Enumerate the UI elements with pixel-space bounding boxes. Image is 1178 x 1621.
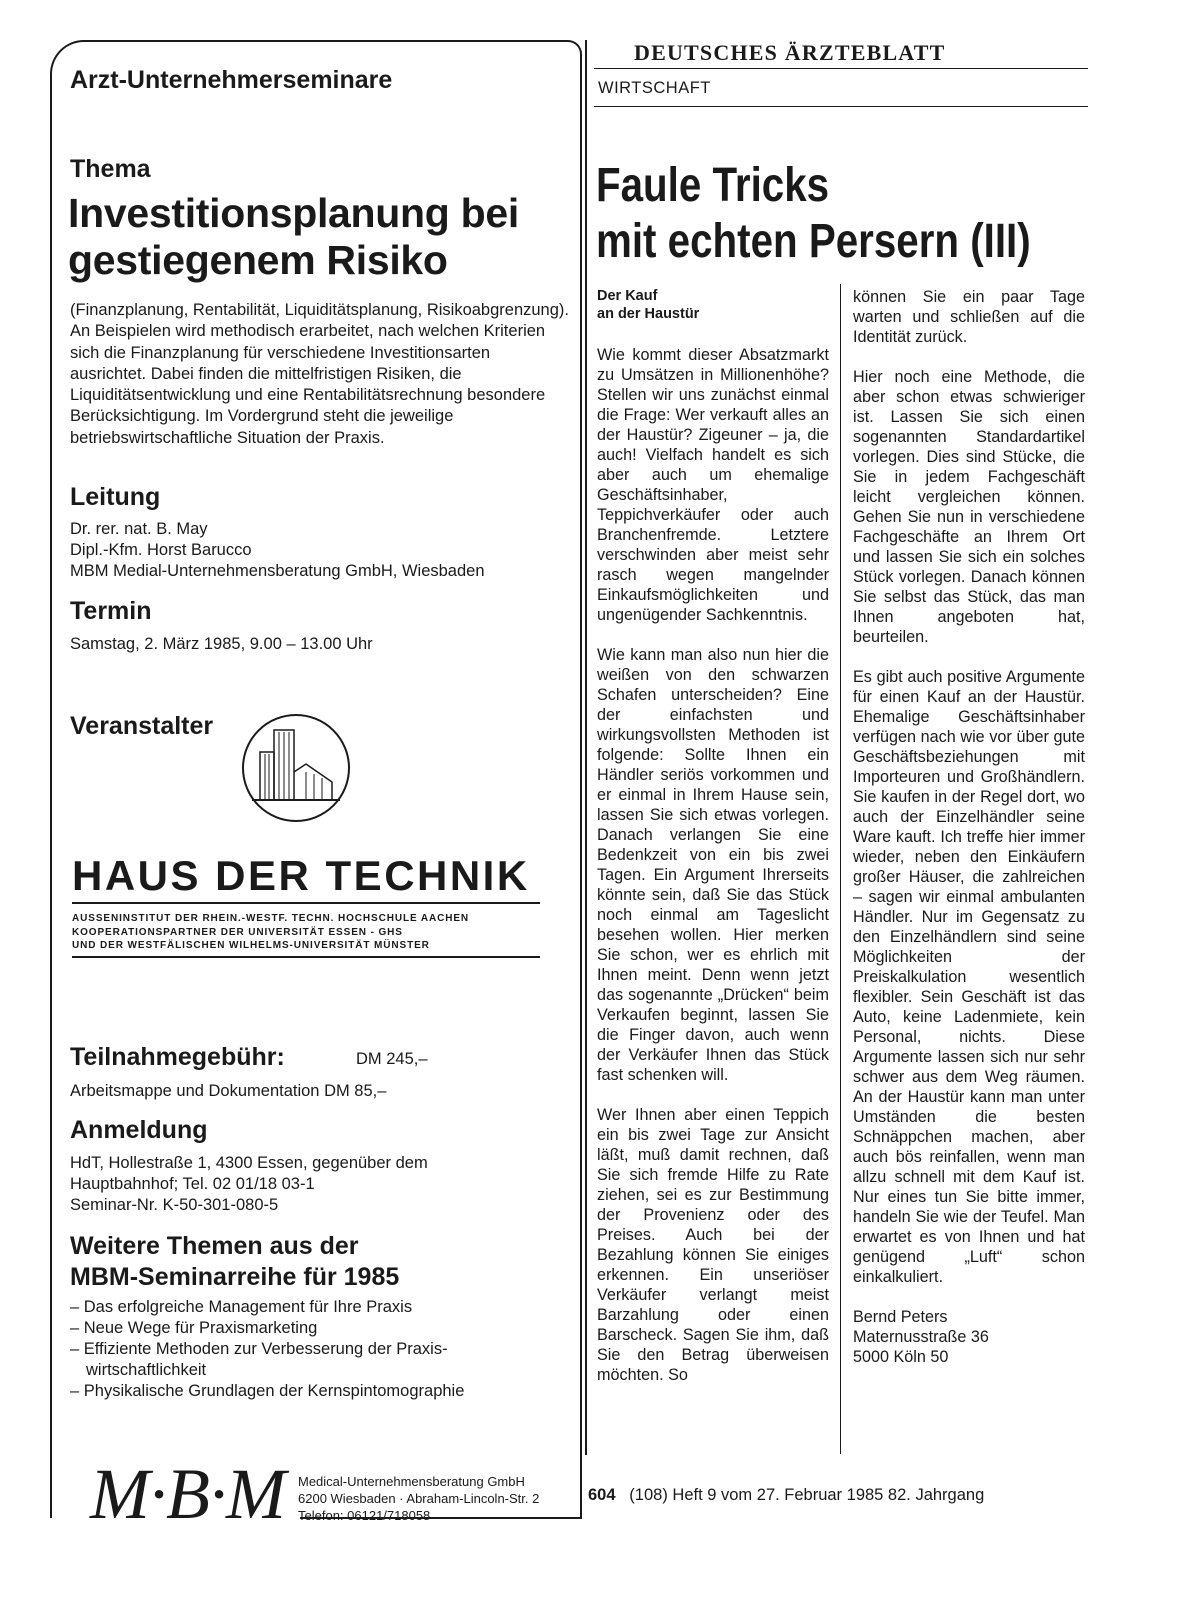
ad-anmeldung-line: Hauptbahnhof; Tel. 02 01/18 03-1: [70, 1175, 315, 1193]
page-number: 604: [588, 1486, 616, 1504]
haus-der-technik-logo: [240, 712, 352, 824]
ad-themen-item: – Das erfolgreiche Management für Ihre Praxis: [70, 1298, 413, 1316]
article-paragraph: Wie kommt dieser Absatzmarkt zu Umsätzen in Millionenhöhe? Stellen wir uns zunächst einmal die Frage: Wer verkauft alles an der Haustür? Zigeuner – ja, die auch! Vielfach handelt es sich aber auch um ehemalige Geschäftsinhaber, Teppichverkäufer oder auch Branchenfremde. Letztere verschwinden aber meist sehr rasch wegen mangelnder Einkaufsmöglichkeiten und ungenügender Sachkenntnis.: [597, 346, 829, 624]
hdt-bottom-rule: [72, 956, 540, 958]
article-column-rule: [840, 284, 841, 1454]
ad-leitung-line: MBM Medial-Unternehmensberatung GmbH, Wiesbaden: [70, 562, 485, 580]
ad-kicker: Arzt-Unternehmerseminare: [70, 66, 393, 94]
article-title: [596, 158, 1031, 270]
page-footer: [588, 1486, 984, 1505]
article-title-line1: Faule Tricks: [596, 159, 830, 212]
issue-info: (108) Heft 9 vom 27. Februar 1985 82. Jahrgang: [629, 1486, 985, 1504]
article-column-2: [853, 287, 1085, 1387]
ad-leitung-heading: Leitung: [70, 483, 161, 511]
ad-weitere-line1: Weitere Themen aus der: [70, 1232, 359, 1260]
article-title-line2: mit echten Persern (III): [596, 215, 1031, 268]
ad-description: (Finanzplanung, Rentabilität, Liquiditätsplanung, Risikoabgrenzung). An Beispielen wird methodisch erarbeitet, nach welchen Kriterien sich die Finanzplanung für verschiedene Investitionsarten ausrichtet. Dabei finden die mittelfristigen Risiken, die Liquiditätsentwicklung und eine Rentabilitätsrechnung besondere Berücksichtigung. Im Vordergrund steht die jeweilige betriebswirtschaftliche Situation der Praxis.: [70, 301, 569, 447]
ad-themen-list: [70, 1297, 570, 1402]
article-subhead-line2: an der Haustür: [597, 306, 700, 322]
hdt-sub-line: AUSSENINSTITUT DER RHEIN.-WESTF. TECHN. HOCHSCHULE AACHEN: [72, 913, 470, 924]
author-signature: [853, 1307, 1085, 1367]
section-rule: [594, 106, 1088, 107]
ad-themen-item: – Neue Wege für Praxismarketing: [70, 1319, 318, 1337]
ad-veranstalter-heading: Veranstalter: [70, 712, 214, 740]
ad-anmeldung-line: HdT, Hollestraße 1, 4300 Essen, gegenüber dem: [70, 1154, 428, 1172]
ad-headline-line2: gestiegenem Risiko: [68, 237, 448, 283]
haus-der-technik-title: HAUS DER TECHNIK: [72, 852, 530, 899]
section-label: WIRTSCHAFT: [598, 79, 711, 97]
ad-anmeldung-heading: Anmeldung: [70, 1116, 208, 1144]
hdt-top-rule: [72, 902, 540, 904]
ad-fee-value: DM 245,–: [356, 1050, 428, 1068]
ad-termin-heading: Termin: [70, 597, 152, 625]
ad-headline-line1: Investitionsplanung bei: [68, 190, 519, 236]
ad-leitung-list: [70, 519, 570, 582]
article-column-1: [597, 345, 829, 1405]
author-street: Maternusstraße 36: [853, 1328, 989, 1346]
haus-der-technik-subtitle: [72, 912, 542, 953]
ad-leitung-line: Dipl.-Kfm. Horst Barucco: [70, 541, 252, 559]
ad-leitung-line: Dr. rer. nat. B. May: [70, 520, 208, 538]
ad-themen-item: wirtschaftlichkeit: [86, 1361, 207, 1379]
ad-themen-item: – Physikalische Grundlagen der Kernspintomographie: [70, 1382, 465, 1400]
ad-headline: [68, 190, 578, 284]
mbm-logo: M·B·M: [90, 1454, 285, 1534]
ad-fee-extra: Arbeitsmappe und Dokumentation DM 85,–: [70, 1082, 387, 1100]
article-paragraph: Wie kann man also nun hier die weißen von den schwarzen Schafen unterscheiden? Eine der einfachsten und wirkungsvollsten Methoden ist folgende: Sollte Ihnen ein Händler seriös vorkommen und er einmal in Ihrem Hause sein, lassen Sie sich etwas vorlegen. Danach verlangen Sie eine Bedenkzeit von ein bis zwei Tagen. Ein Argument Ihrerseits könnte sein, daß Sie das Stück noch einmal am Tageslicht besehen wollen. Hier merken Sie schon, wer es ehrlich mit Ihnen meint. Denn wenn jetzt das sogenannte „Drücken“ beim Verkaufen beginnt, lassen Sie die Finger davon, auch wenn der Verkäufer Ihnen das Stück fast schenken will.: [597, 646, 829, 1084]
ad-weitere-line2: MBM-Seminarreihe für 1985: [70, 1263, 400, 1291]
mbm-address-line: 6200 Wiesbaden · Abraham-Lincoln-Str. 2: [298, 1491, 540, 1506]
ad-anmeldung-line: Seminar-Nr. K-50-301-080-5: [70, 1196, 279, 1214]
hdt-sub-line: UND DER WESTFÄLISCHEN WILHELMS-UNIVERSITÄT MÜNSTER: [72, 940, 430, 951]
article-paragraph: Wer Ihnen aber einen Teppich ein bis zwei Tage zur Ansicht läßt, muß damit rechnen, daß Sie sich fremde Hilfe zu Rate ziehen, sei es zur Bestimmung der Provenienz oder des Preises. Auch bei der Bezahlung können Sie einiges erkennen. Ein unseriöser Verkäufer verlangt meist Barzahlung oder einen Barscheck. Sagen Sie ihm, daß Sie den Betrag überweisen möchten. So: [597, 1106, 829, 1384]
ad-termin-text: Samstag, 2. März 1985, 9.00 – 13.00 Uhr: [70, 635, 373, 653]
article-paragraph: können Sie ein paar Tage warten und schließen auf die Identität zurück.: [853, 288, 1085, 346]
article-subhead: [597, 287, 827, 323]
article-paragraph: Es gibt auch positive Argumente für einen Kauf an der Haustür. Ehemalige Geschäftsinhaber verfügen nach wie vor über gute Geschäftsbeziehungen mit Importeuren und Großhändlern. Sie kaufen in der Regel dort, wo auch der Einzelhändler seine Ware kauft. Ich treffe hier immer wieder, neben den Einkäufern großer Häuser, die zahlreichen – sagen wir einmal ambulanten Händler. Nur im Gegensatz zu den Einzelhändlern sind seine Möglichkeiten der Preiskalkulation wesentlich flexibler. Sein Geschäft ist das Auto, keine Ladenmiete, kein Personal, nichts. Diese Argumente lassen sich nur sehr schwer aus dem Weg räumen. An der Haustür kann man unter Umständen die besten Schnäppchen machen, aber auch bös reinfallen, wenn man allzu schnell mit dem Kauf ist. Nur eines tun Sie bitte immer, handeln Sie wie der Teufel. Man erwartet es von Ihnen und hat genügend „Luft“ schon einkalkuliert.: [853, 668, 1085, 1286]
page-column-divider: [585, 40, 587, 1455]
mbm-address-line: Medical-Unternehmensberatung GmbH: [298, 1474, 525, 1489]
mbm-address-line: Telefon: 06121/718058: [298, 1508, 431, 1523]
article-paragraph: Hier noch eine Methode, die aber schon etwas schwieriger ist. Lassen Sie sich einen sogenannten Standardartikel vorlegen. Dies sind Stücke, die Sie in jedem Fachgeschäft leicht vergleichen können. Gehen Sie nun in verschiedene Fachgeschäfte an Ihrem Ort und lassen Sie sich ein solches Stück vorlegen. Danach können Sie selbst das Stück, das man Ihnen angeboten hat, beurteilen.: [853, 368, 1085, 646]
ad-fee-heading: Teilnahmegebühr:: [70, 1043, 285, 1071]
ad-anmeldung-list: [70, 1153, 570, 1216]
mbm-address: [298, 1473, 539, 1524]
author-name: Bernd Peters: [853, 1308, 948, 1326]
ad-thema-label: Thema: [70, 155, 151, 183]
author-city: 5000 Köln 50: [853, 1348, 949, 1366]
article-subhead-line1: Der Kauf: [597, 288, 658, 304]
masthead: DEUTSCHES ÄRZTEBLATT: [634, 40, 946, 65]
hdt-sub-line: KOOPERATIONSPARTNER DER UNIVERSITÄT ESSEN - GHS: [72, 926, 403, 938]
ad-weitere-heading: [70, 1231, 399, 1293]
masthead-rule: [594, 68, 1088, 69]
ad-themen-item: – Effiziente Methoden zur Verbesserung der Praxis-: [70, 1340, 448, 1358]
